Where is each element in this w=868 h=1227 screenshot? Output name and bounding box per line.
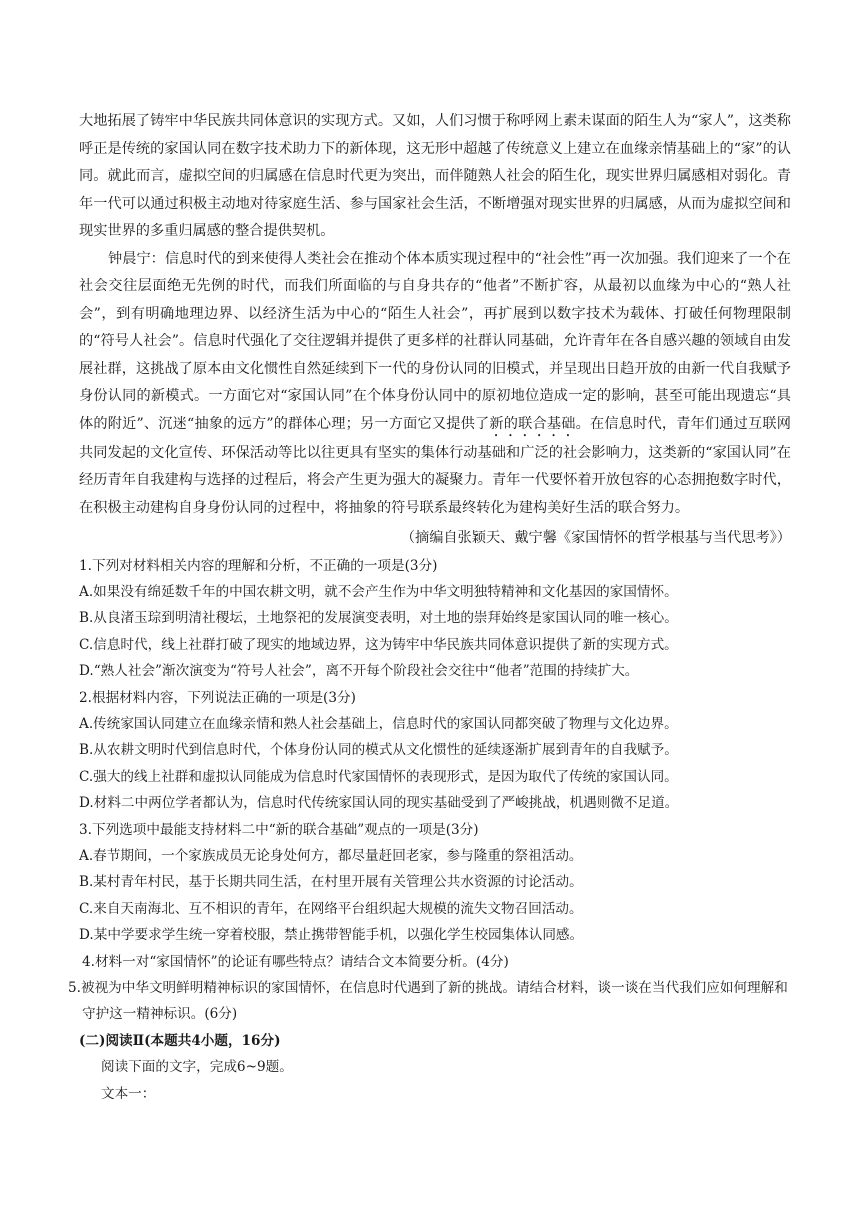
question-3-option-d: D.某中学要求学生统一穿着校服，禁止携带智能手机，以强化学生校园集体认同感。 bbox=[79, 927, 584, 944]
question-2-option-d: D.材料二中两位学者都认为，信息时代传统家国认同的现实基础受到了严峻挑战，机遇则微不足道。 bbox=[79, 795, 679, 812]
question-3-stem: 3.下列选项中最能支持材料二中“新的联合基础”观点的一项是(3分) bbox=[79, 821, 479, 838]
paragraph-2-text-a: 钟晨宁：信息时代的到来使得人类社会在推动个体本质实现过程中的“社会性”再一次加强。我们迎来了一个在社会交往层面绝无先例的时代，而我们所面临的与自身共存的“他者”不断扩容，从最初以血缘为中心的“熟人社会”，到有明确地理边界、以经济生活为中心的“陌生人社会”，再扩展到以数字技术为载体、打破任何物理限制的“符号人社会”。信息时代强化了交往逻辑并提供了更多样的社群认同基础，允许青年在各自感兴趣的领域自由发展社群，这挑战了原本由文化惯性自然延续到下一代的身份认同的旧模式，并呈现出日趋开放的由新一代自我赋予身份认同的新模式。一方面它对“家国认同”在个体身份认同中的原初地位造成一定的影响，甚至可能出现遗忘“具体的附近”、沉迷“抽象的远方”的群体心理；另一方面它又提供了 bbox=[79, 250, 791, 432]
question-4-stem: 4.材料一对“家国情怀”的论证有哪些特点？请结合文本简要分析。(4分) bbox=[82, 953, 509, 970]
question-1-stem: 1.下列对材料相关内容的理解和分析，不正确的一项是(3分) bbox=[79, 557, 438, 574]
reading-passage bbox=[68, 108, 791, 1107]
question-2-option-c: C.强大的线上社群和虚拟认同能成为信息时代家国情怀的表现形式，是因为取代了传统的家国认同。 bbox=[79, 768, 678, 785]
question-1-option-c: C.信息时代，线上社群打破了现实的地域边界，这为铸牢中华民族共同体意识提供了新的实现方式。 bbox=[79, 636, 678, 653]
question-2-option-b: B.从农耕文明时代到信息时代，个体身份认同的模式从文化惯性的延续逐渐扩展到青年的自我赋予。 bbox=[79, 742, 678, 759]
question-5-stem: 5.被视为中华文明鲜明精神标识的家国情怀，在信息时代遇到了新的挑战。请结合材料，谈一谈在当代我们应如何理解和守护这一精神标识。(6分) bbox=[68, 980, 788, 1023]
section-2-heading: (二)阅读Ⅱ(本题共4小题，16分) bbox=[79, 1032, 281, 1049]
question-1-option-b: B.从良渚玉琮到明清社稷坛，土地祭祀的发展演变表明，对土地的崇拜始终是家国认同的唯一核心。 bbox=[79, 610, 678, 627]
passage-paragraph-1: 大地拓展了铸牢中华民族共同体意识的实现方式。又如，人们习惯于称呼网上素未谋面的陌生人为“家人”，这类称呼正是传统的家国认同在数字技术助力下的新体现，这无形中超越了传统意义上建立在血缘亲情基础上的“家”的认同。就此而言，虚拟空间的归属感在信息时代更为突出，而伴随熟人社会的陌生化，现实世界归属感相对弱化。青年一代可以通过积极主动地对待家庭生活、参与国家社会生活，不断增强对现实世界的归属感，从而为虚拟空间和现实世界的多重归属感的整合提供契机。 bbox=[79, 113, 791, 239]
paragraph-2-text-b: 。在信息时代，青年们通过互联网共同发起的文化宣传、环保活动等比以往更具有坚实的集体行动基础和广泛的社会影响力，这类新的“家国认同”在经历青年自我建构与选择的过程后，将会产生更为强大的凝聚力。青年一代要怀着开放包容的心态拥抱数字时代，在积极主动建构自身身份认同的过程中，将抽象的符号联系最终转化为建构美好生活的联合努力。 bbox=[79, 415, 791, 516]
question-1-option-d: D.“熟人社会”渐次演变为“符号人社会”，离不开每个阶段社会交往中“他者”范围的持续扩大。 bbox=[79, 663, 639, 680]
question-3-option-c: C.来自天南海北、互不相识的青年，在网络平台组织起大规模的流失文物召回活动。 bbox=[79, 900, 583, 917]
text-one-label: 文本一： bbox=[101, 1085, 156, 1102]
question-1-option-a: A.如果没有绵延数千年的中国农耕文明，就不会产生作为中华文明独特精神和文化基因的家国情怀。 bbox=[79, 583, 678, 600]
dotted-emphasis-text: 新的联合基础 bbox=[489, 415, 576, 432]
section-2-instruction: 阅读下面的文字，完成6~9题。 bbox=[101, 1059, 293, 1076]
question-3-option-b: B.某村青年村民，基于长期共同生活，在村里开展有关管理公共水资源的讨论活动。 bbox=[79, 874, 583, 891]
question-2-stem: 2.根据材料内容，下列说法正确的一项是(3分) bbox=[79, 689, 356, 706]
question-2-option-a: A.传统家国认同建立在血缘亲情和熟人社会基础上，信息时代的家国认同都突破了物理与文化边界。 bbox=[79, 715, 678, 732]
passage-source: （摘编自张颖天、戴宁馨《家国情怀的哲学根基与当代思考》） bbox=[400, 530, 791, 546]
passage-paragraph-2 bbox=[79, 246, 791, 523]
question-3-option-a: A.春节期间，一个家族成员无论身处何方，都尽量赶回老家，参与隆重的祭祖活动。 bbox=[79, 847, 583, 864]
